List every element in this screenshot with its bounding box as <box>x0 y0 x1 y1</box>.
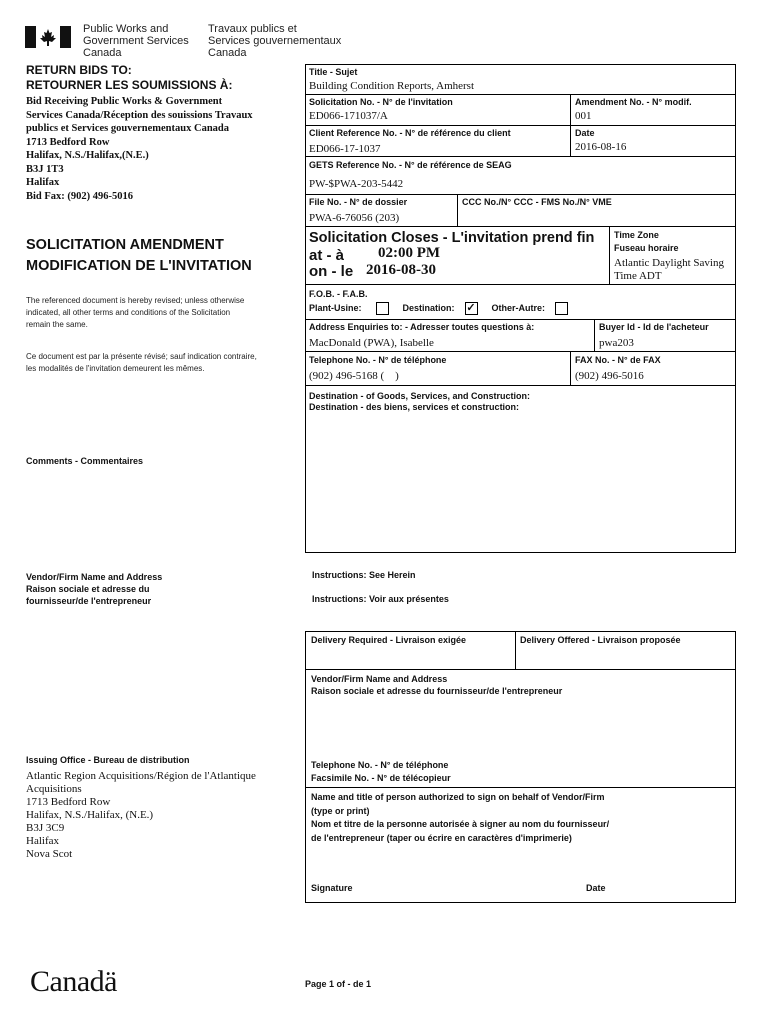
page-number: Page 1 of - de 1 <box>305 979 372 989</box>
department-name-en: Public Works and Government Services Canada <box>83 23 189 59</box>
vendor-firm-label-left: Vendor/Firm Name and Address Raison sociale et adresse du fournisseur/de l'entrepreneur <box>26 572 163 606</box>
amendment-note-en: The referenced document is hereby revised; unless otherwise indicated, all other terms and conditions of the Solicitation remain the same. <box>26 296 245 329</box>
solicitation-no-value: ED066-171037/A <box>309 110 388 122</box>
address-enquiries-label: Address Enquiries to: - Adresser toutes questions à: <box>309 322 535 332</box>
delivery-required-label: Delivery Required - Livraison exigée <box>311 635 467 645</box>
authorized-person-label: Name and title of person authorized to sign on behalf of Vendor/Firm (type or print) Nom et titre de la personne autorisée à signer au nom du fournisseur/ de l'entrepreneur (taper ou écrire en caractères d'imprimerie) <box>311 792 610 843</box>
amendment-no-label: Amendment No. - N° modif. <box>575 97 692 107</box>
fob-label: F.O.B. - F.A.B. <box>309 289 368 299</box>
signature-label: Signature <box>311 883 353 893</box>
canada-flag-logo <box>25 26 71 48</box>
signature-date-label: Date <box>586 883 606 893</box>
time-zone-label: Time Zone Fuseau horaire <box>614 230 679 253</box>
time-zone-value: Atlantic Daylight Saving Time ADT <box>614 257 724 282</box>
comments-label: Comments - Commentaires <box>26 456 144 466</box>
date-label: Date <box>575 128 595 138</box>
vendor-fax-label: Facsimile No. - N° de télécopieur <box>311 773 451 783</box>
solicitation-no-label: Solicitation No. - N° de l'invitation <box>309 97 453 107</box>
closing-time-value: 02:00 PM <box>378 245 441 261</box>
vendor-firm-label: Vendor/Firm Name and Address Raison sociale et adresse du fournisseur/de l'entrepreneur <box>311 674 563 696</box>
issuing-office-label: Issuing Office - Bureau de distribution <box>26 755 190 765</box>
issuing-office-address: Atlantic Region Acquisitions/Région de l'Atlantique Acquisitions 1713 Bedford Row Halifax, N.S./Halifax, (N.E.) B3J 3C9 Halifax Nova Scot <box>26 770 256 860</box>
telephone-label: Telephone No. - N° de téléphone <box>309 355 447 365</box>
fob-options: Plant-Usine: Destination: ✓ Other-Autre: <box>309 302 572 315</box>
return-bids-address: Bid Receiving Public Works & Government Services Canada/Réception des souissions Travaux publics et Services gouvernementaux Canada 1713 Bedford Row Halifax, N.S./Halifax,(N.E.) B3J 1T3 Halifax Bid Fax: (902) 496-5016 <box>26 96 253 202</box>
buyer-id-label: Buyer Id - Id de l'acheteur <box>599 322 709 332</box>
title-label: Title - Sujet <box>309 67 358 77</box>
date-value: 2016-08-16 <box>575 141 627 153</box>
plant-checkbox[interactable] <box>376 302 389 315</box>
fax-label: FAX No. - N° de FAX <box>575 355 661 365</box>
instructions-fr: Instructions: Voir aux présentes <box>312 594 449 604</box>
buyer-id-value: pwa203 <box>599 337 634 349</box>
address-enquiries-value: MacDonald (PWA), Isabelle <box>309 337 434 349</box>
closing-date-value: 2016-08-30 <box>366 262 436 278</box>
amendment-note-fr: Ce document est par la présente révisé; sauf indication contraire, les modalités de l'invitation demeurent les mêmes. <box>26 352 257 373</box>
fax-value: (902) 496-5016 <box>575 370 644 382</box>
return-bids-title: RETURN BIDS TO: RETOURNER LES SOUMISSIONS À: <box>26 63 233 92</box>
vendor-telephone-label: Telephone No. - N° de téléphone <box>311 760 449 770</box>
on-label: on - le <box>309 263 354 280</box>
other-checkbox[interactable] <box>555 302 568 315</box>
ccc-no-label: CCC No./N° CCC - FMS No./N° VME <box>462 197 612 207</box>
instructions-en: Instructions: See Herein <box>312 570 416 580</box>
department-name-fr: Travaux publics et Services gouvernementaux Canada <box>208 23 342 59</box>
client-ref-label: Client Reference No. - N° de référence du client <box>309 128 511 138</box>
solicitation-closes-label: Solicitation Closes - L'invitation prend fin <box>309 230 595 246</box>
file-no-label: File No. - N° de dossier <box>309 197 408 207</box>
destination-goods-label: Destination - of Goods, Services, and Construction: Destination - des biens, services et construction: <box>309 391 531 412</box>
client-ref-value: ED066-17-1037 <box>309 143 381 155</box>
canada-wordmark: Canadä <box>30 965 117 998</box>
destination-checkbox[interactable]: ✓ <box>466 302 476 314</box>
file-no-value: PWA-6-76056 (203) <box>309 212 400 224</box>
gets-ref-label: GETS Reference No. - N° de référence de SEAG <box>309 160 512 170</box>
amendment-no-value: 001 <box>575 110 592 122</box>
gets-ref-value: PW-$PWA-203-5442 <box>309 178 404 190</box>
at-label: at - à <box>309 247 345 264</box>
amendment-title: SOLICITATION AMENDMENT MODIFICATION DE L'INVITATION <box>26 237 252 274</box>
telephone-value: (902) 496-5168 ( ) <box>309 370 399 382</box>
title-value: Building Condition Reports, Amherst <box>309 80 475 92</box>
delivery-offered-label: Delivery Offered - Livraison proposée <box>520 635 681 645</box>
